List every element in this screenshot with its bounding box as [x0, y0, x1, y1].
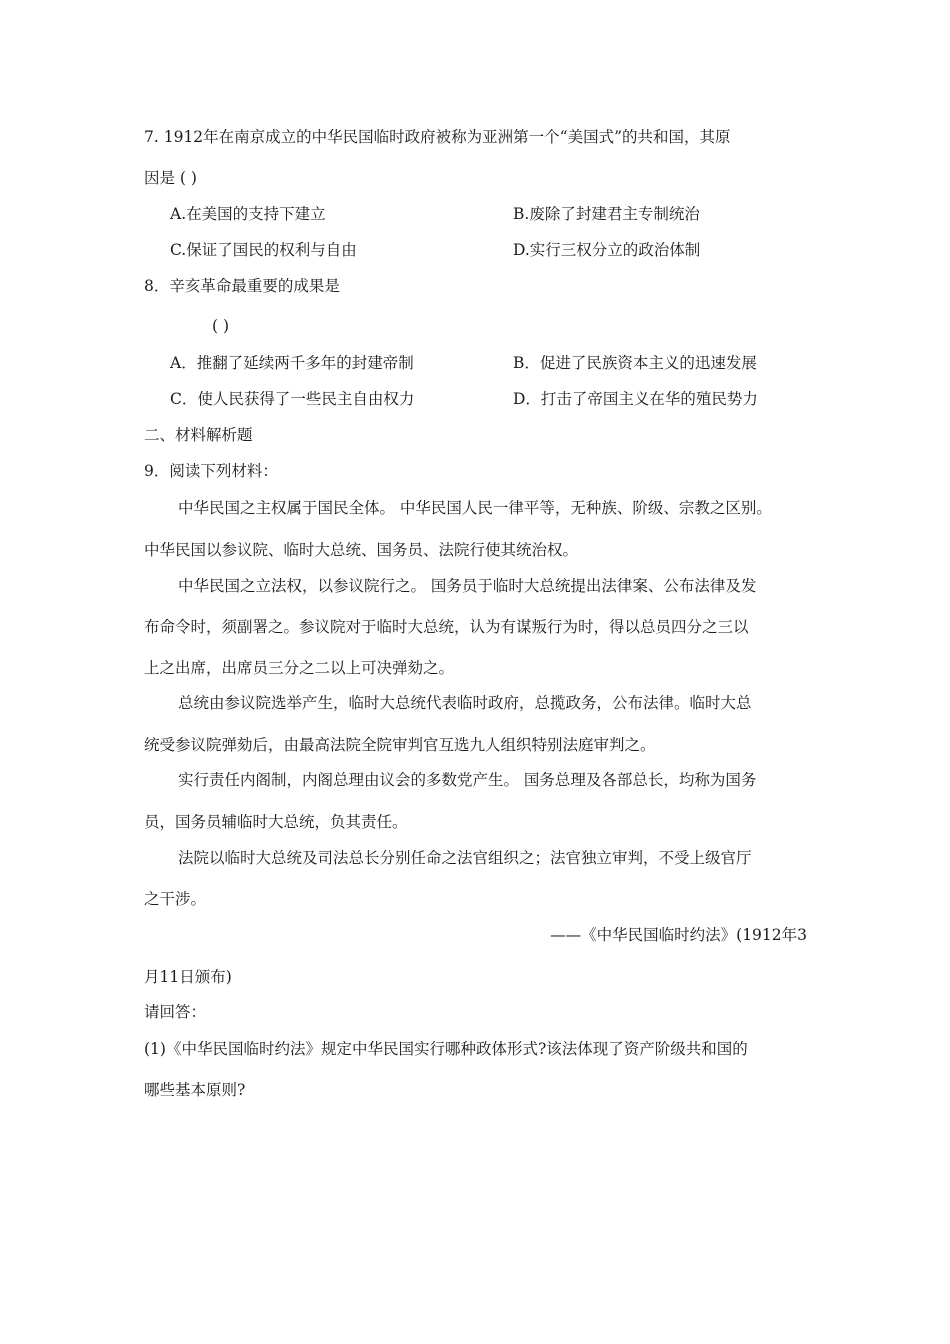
- material-paragraph-2-line3: 上之出席，出席员三分之二以上可决弹劾之。: [144, 659, 455, 677]
- q8-answer-blank: ( ): [212, 317, 230, 335]
- section-heading: 二、材料解析题: [144, 426, 253, 444]
- q8-option-a: A．推翻了延续两千多年的封建帝制: [170, 354, 414, 372]
- q7-stem-line2: 因是 ( ): [144, 169, 197, 187]
- q8-option-c: C．使人民获得了一些民主自由权力: [170, 390, 415, 408]
- q9-stem: 9．阅读下列材料：: [144, 462, 278, 480]
- material-paragraph-3-line2: 统受参议院弹劾后，由最高法院全院审判官互选九人组织特别法庭审判之。: [144, 736, 656, 754]
- q8-stem: 8．辛亥革命最重要的成果是: [144, 277, 340, 295]
- q7-option-d: D.实行三权分立的政治体制: [513, 241, 701, 259]
- material-paragraph-1-line2: 中华民国以参议院、临时大总统、国务员、法院行使其统治权。: [144, 541, 579, 559]
- material-paragraph-4-line1: 实行责任内阁制，内阁总理由议会的多数党产生。 国务总理及各部总长，均称为国务: [178, 771, 757, 789]
- q8-option-b: B．促进了民族资本主义的迅速发展: [513, 354, 757, 372]
- material-paragraph-1-line1: 中华民国之主权属于国民全体。 中华民国人民一律平等，无种族、阶级、宗教之区别。: [178, 499, 772, 517]
- material-paragraph-2-line1: 中华民国之立法权，以参议院行之。 国务员于临时大总统提出法律案、公布法律及发: [178, 577, 757, 595]
- q7-option-b: B.废除了封建君主专制统治: [513, 205, 700, 223]
- material-source-line1: ——《中华民国临时约法》(1912年3: [550, 926, 807, 944]
- q7-option-a: A.在美国的支持下建立: [170, 205, 326, 223]
- q9-prompt: 请回答：: [144, 1003, 207, 1021]
- material-paragraph-5-line2: 之干涉。: [144, 890, 207, 908]
- q9-subquestion-1-line1: (1)《中华民国临时约法》规定中华民国实行哪种政体形式?该法体现了资产阶级共和国的: [144, 1040, 748, 1058]
- q8-option-d: D．打击了帝国主义在华的殖民势力: [513, 390, 758, 408]
- material-paragraph-3-line1: 总统由参议院选举产生，临时大总统代表临时政府，总揽政务，公布法律。临时大总: [178, 694, 752, 712]
- material-paragraph-4-line2: 员，国务员辅临时大总统，负其责任。: [144, 813, 408, 831]
- q9-subquestion-1-line2: 哪些基本原则?: [144, 1081, 246, 1099]
- material-source-line2: 月11日颁布): [144, 968, 232, 986]
- q7-stem-line1: 7. 1912年在南京成立的中华民国临时政府被称为亚洲第一个“美国式”的共和国，其原: [144, 128, 731, 146]
- material-paragraph-5-line1: 法院以临时大总统及司法总长分别任命之法官组织之；法官独立审判，不受上级官厅: [178, 849, 752, 867]
- material-paragraph-2-line2: 布命令时，须副署之。参议院对于临时大总统，认为有谋叛行为时，得以总员四分之三以: [144, 618, 749, 636]
- q7-option-c: C.保证了国民的权利与自由: [170, 241, 357, 259]
